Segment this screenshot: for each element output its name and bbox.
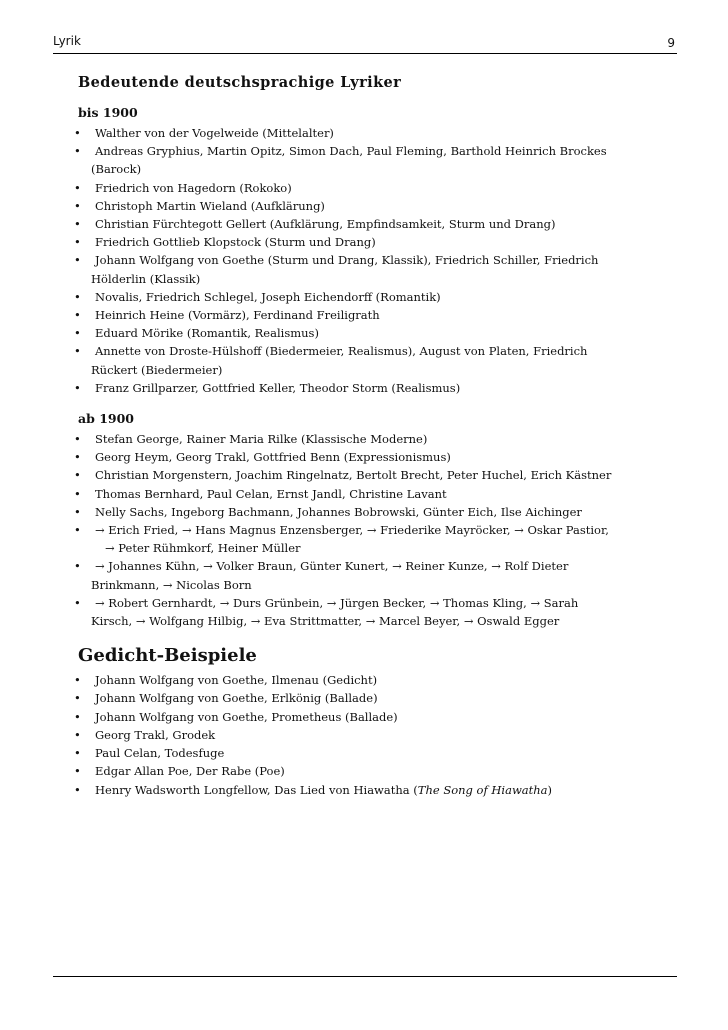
list-item [78, 251, 668, 287]
list-item-text-continued: (Barock) [91, 162, 142, 177]
list-item [78, 324, 668, 342]
list-item [78, 671, 668, 689]
list-item [78, 233, 668, 251]
list-item [78, 466, 668, 484]
list-item-text: Friedrich von Hagedorn (Rokoko) [95, 180, 292, 195]
list-item-text: Nelly Sachs, Ingeborg Bachmann, Johannes Bobrowski, Günter Eich, Ilse Aichinger [95, 504, 582, 519]
list-item [78, 306, 668, 324]
list-item-text: Paul Celan, Todesfuge [95, 746, 225, 761]
list-item-text: Walther von der Vogelweide (Mittelalter) [95, 126, 334, 140]
list-item [78, 708, 668, 726]
poets-list-ab-1900 [78, 430, 668, 630]
list-item-text: Christoph Martin Wieland (Aufklärung) [95, 198, 325, 213]
page-header [53, 33, 677, 54]
list-item [78, 124, 668, 142]
list-item [78, 179, 668, 197]
list-item [78, 288, 668, 306]
list-item-text: Annette von Droste-Hülshoff (Biedermeier, Realismus), August von Platen, Friedrich [95, 344, 588, 359]
poem-examples-list [78, 671, 668, 798]
list-item [78, 197, 668, 215]
list-item-text: Christian Morgenstern, Joachim Ringelnatz, Bertolt Brecht, Peter Huchel, Erich Kästner [95, 468, 612, 483]
list-item [78, 762, 668, 780]
list-item [78, 379, 668, 397]
list-item [78, 557, 668, 593]
running-title: Lyrik [53, 34, 81, 48]
list-item-text: Novalis, Friedrich Schlegel, Joseph Eichendorff (Romantik) [95, 289, 441, 304]
list-item [78, 342, 668, 378]
list-item-text-continued: Rückert (Biedermeier) [91, 362, 223, 377]
page-number: 9 [667, 36, 675, 50]
list-item-text: Johann Wolfgang von Goethe, Ilmenau (Gedicht) [95, 673, 378, 688]
list-item-text: Thomas Bernhard, Paul Celan, Ernst Jandl, Christine Lavant [95, 486, 447, 501]
list-item [78, 448, 668, 466]
list-item [78, 744, 668, 762]
subsection-title-ab-1900: ab 1900 [78, 411, 134, 427]
list-item [78, 430, 668, 448]
footer-rule [53, 976, 677, 977]
list-item-text: → Robert Gernhardt, → Durs Grünbein, → Jürgen Becker, → Thomas Kling, → Sarah [95, 595, 579, 610]
list-item-text: Stefan George, Rainer Maria Rilke (Klassische Moderne) [95, 432, 428, 447]
list-item-text: Franz Grillparzer, Gottfried Keller, Theodor Storm (Realismus) [95, 380, 461, 395]
list-item [78, 781, 668, 799]
list-item-text-prefix: Henry Wadsworth Longfellow, Das Lied von Hiawatha ( [95, 782, 418, 797]
list-item [78, 485, 668, 503]
subsection-title-bis-1900: bis 1900 [78, 105, 138, 120]
list-item-text: Andreas Gryphius, Martin Opitz, Simon Dach, Paul Fleming, Barthold Heinrich Brockes [95, 144, 607, 159]
list-item-text: Eduard Mörike (Romantik, Realismus) [95, 326, 319, 341]
poets-list-bis-1900 [78, 124, 668, 397]
list-item-text: Johann Wolfgang von Goethe, Erlkönig (Ballade) [95, 691, 378, 706]
list-item [78, 594, 668, 630]
section-title: Bedeutende deutschsprachige Lyriker [78, 74, 402, 91]
list-item [78, 215, 668, 233]
list-item-text: Johann Wolfgang von Goethe (Sturm und Drang, Klassik), Friedrich Schiller, Friedrich [95, 253, 599, 268]
list-item [78, 521, 668, 557]
list-item-text: Christian Fürchtegott Gellert (Aufklärung, Empfindsamkeit, Sturm und Drang) [95, 217, 556, 232]
list-item-text-suffix: ) [547, 782, 553, 797]
list-item-text: → Erich Fried, → Hans Magnus Enzensberger, → Friederike Mayröcker, → Oskar Pastior, [95, 523, 609, 538]
page-content [78, 74, 668, 799]
list-item-text: Edgar Allan Poe, Der Rabe (Poe) [95, 764, 285, 779]
list-item-text: Heinrich Heine (Vormärz), Ferdinand Freiligrath [95, 308, 380, 323]
list-item-text-continued: Hölderlin (Klassik) [91, 271, 201, 286]
list-item-text: Georg Trakl, Grodek [95, 727, 216, 742]
list-item-text [91, 781, 552, 799]
list-item [78, 503, 668, 521]
list-item-text-continued: Brinkmann, → Nicolas Born [91, 577, 252, 592]
list-item [78, 689, 668, 707]
list-item-text-italic: The Song of Hiawatha [417, 782, 548, 797]
list-item [78, 142, 668, 178]
list-item-text-continued: Kirsch, → Wolfgang Hilbig, → Eva Strittmatter, → Marcel Beyer, → Oswald Egger [91, 614, 560, 629]
gedicht-beispiele-title: Gedicht-Beispiele [78, 645, 257, 667]
list-item-text: → Johannes Kühn, → Volker Braun, Günter Kunert, → Reiner Kunze, → Rolf Dieter [95, 559, 569, 574]
list-item-text: Georg Heym, Georg Trakl, Gottfried Benn (Expressionismus) [95, 450, 451, 465]
list-item [78, 726, 668, 744]
list-item-text: Friedrich Gottlieb Klopstock (Sturm und Drang) [95, 235, 376, 250]
list-item-text: Johann Wolfgang von Goethe, Prometheus (Ballade) [95, 709, 398, 724]
list-item-text-continued: → Peter Rühmkorf, Heiner Müller [105, 541, 301, 556]
